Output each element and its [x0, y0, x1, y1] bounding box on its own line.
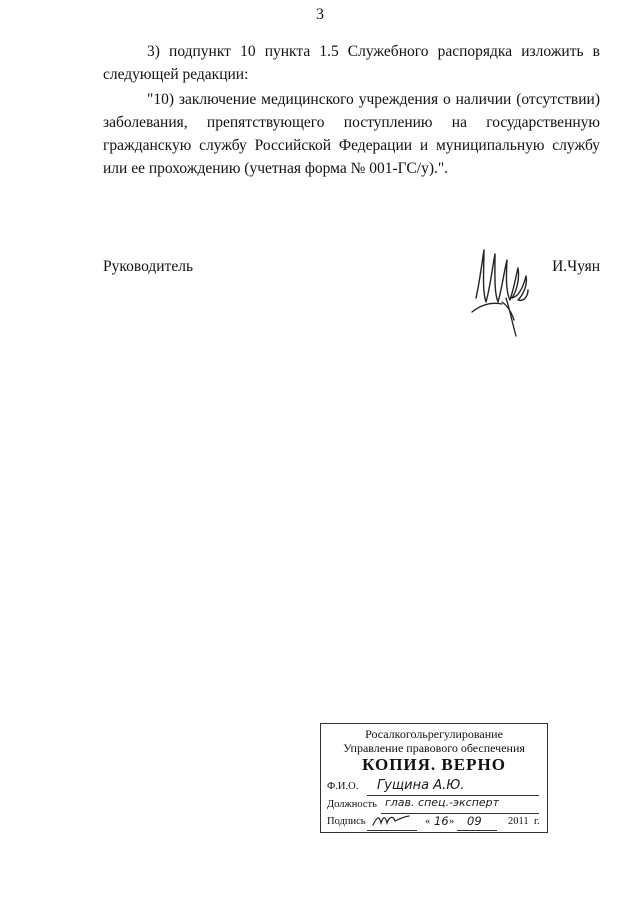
- document-body: [103, 40, 600, 180]
- stamp-position-value: глав. спец.-эксперт: [385, 796, 500, 809]
- stamp-month-rule: [457, 830, 497, 831]
- stamp-title: КОПИЯ. ВЕРНО: [362, 755, 506, 774]
- stamp-organization: Росалкогольрегулирование: [365, 727, 503, 741]
- signer-title: Руководитель: [103, 258, 194, 275]
- stamp-date-year: 2011: [508, 816, 529, 827]
- stamp-date-month: 09: [467, 814, 482, 828]
- certification-stamp: [320, 723, 548, 833]
- stamp-year-suffix: г.: [534, 816, 540, 827]
- page-number: 3: [316, 6, 324, 23]
- stamp-fio-label: Ф.И.О.: [327, 781, 359, 792]
- stamp-position-label: Должность: [327, 799, 377, 810]
- stamp-fio-value: Гущина А.Ю.: [377, 778, 465, 793]
- signer-name: И.Чуян: [552, 258, 600, 275]
- paragraph-amendment: 3) подпункт 10 пункта 1.5 Служебного распорядка изложить в следующей редакции:: [103, 43, 600, 83]
- handwritten-signature: [462, 240, 542, 338]
- stamp-date-quote-close: »: [449, 816, 455, 827]
- stamp-signature-rule: [367, 830, 417, 831]
- stamp-department: Управление правового обеспечения: [343, 741, 525, 755]
- stamp-signature-mark: [371, 813, 411, 829]
- paragraph-amended-text: "10) заключение медицинского учреждения о наличии (отсутствии) заболевания, препятствующего поступлению на государственную гражданскую службу Российской Федерации и муниципальную службу или ее прохождению (учетная форма № 001-ГС/у).".: [103, 91, 600, 177]
- stamp-date-quote-open: «: [425, 816, 431, 827]
- stamp-signature-label: Подпись: [327, 816, 366, 827]
- stamp-date-day: 16: [434, 814, 449, 828]
